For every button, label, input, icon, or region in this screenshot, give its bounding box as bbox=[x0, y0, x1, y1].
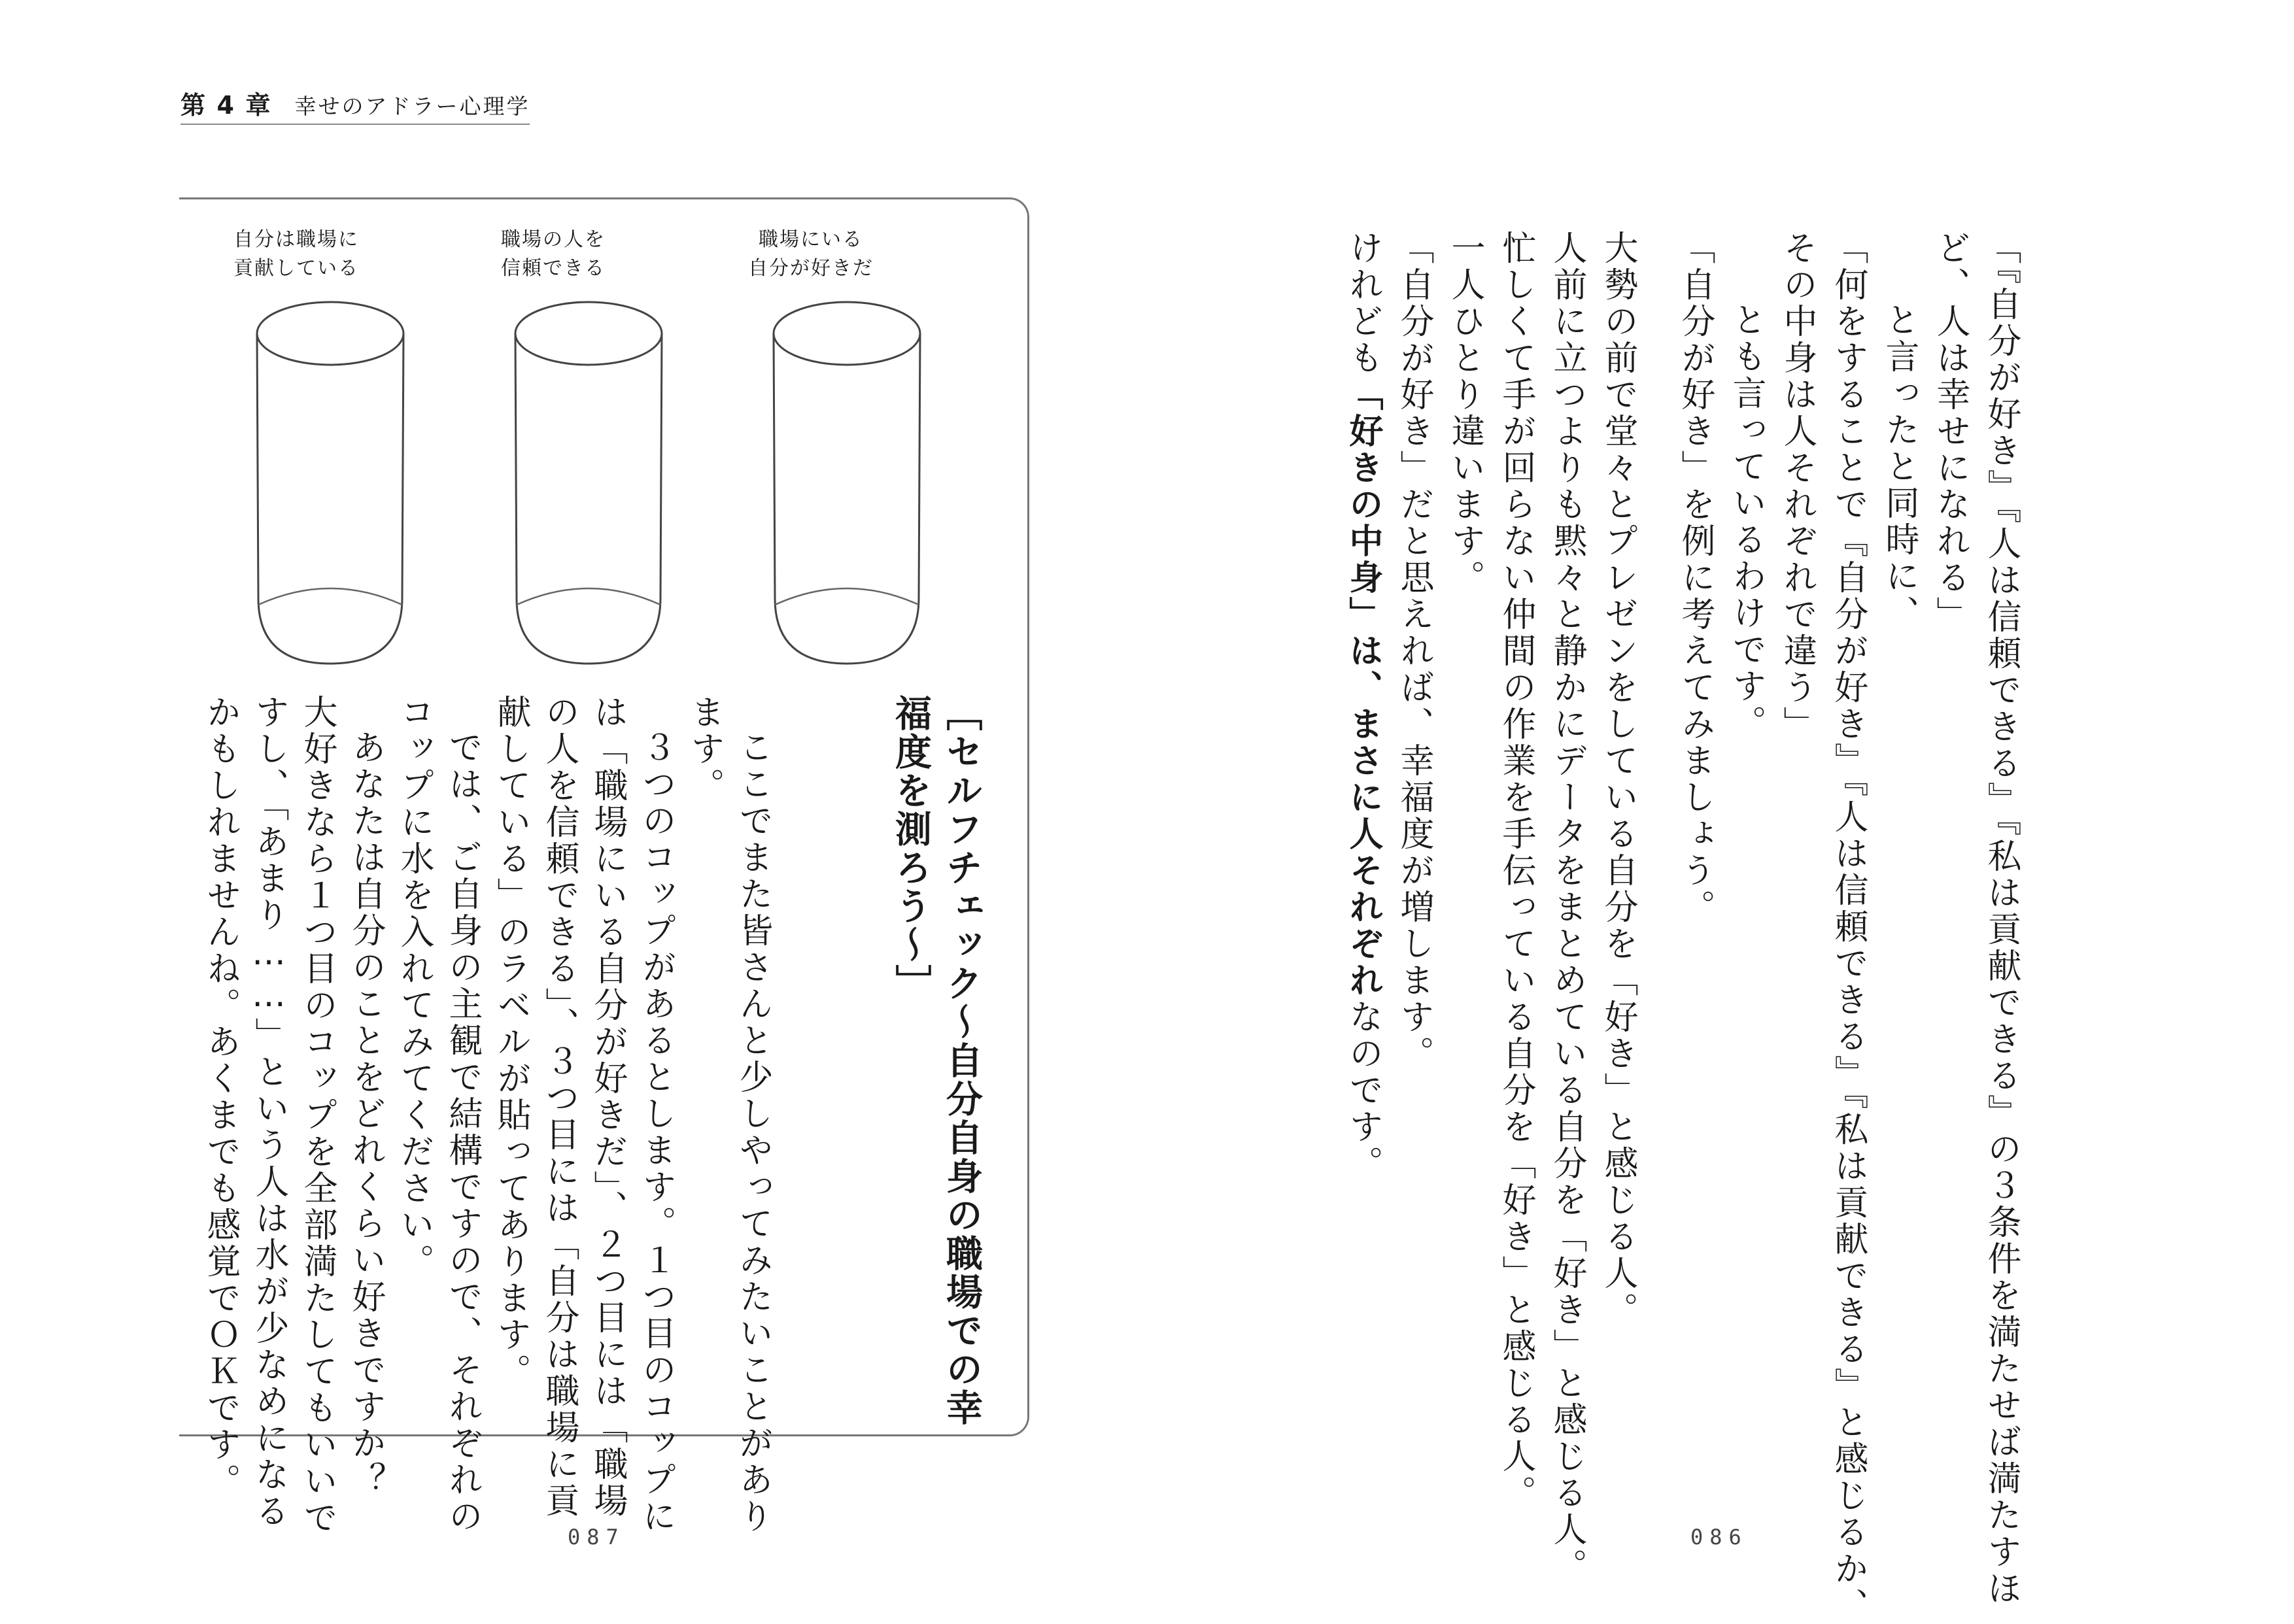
self-check-title: ［セルフチェック～自分自身の職場での幸 福度を測ろう～］ bbox=[889, 694, 983, 1427]
page-number-left: 087 bbox=[568, 1525, 625, 1549]
glass-label-self-like: 職場にいる 自分が好きだ bbox=[748, 228, 874, 280]
chapter-number: 第 4 章 bbox=[180, 91, 273, 120]
running-header bbox=[180, 85, 530, 125]
glass-illustration-2 bbox=[510, 297, 667, 670]
right-page-body: 「『自分が好き』『人は信頼できる』『私は貢献できる』の３条件を満たせば満たすほ ど、人は幸せになれる」 と言ったと同時に、 「何をすることで『自分が好き』『人は信頼できる』『私は貢献できる』と感じるか、 その中身は人それぞれで違う」 とも言っているわけです。 「自分が好き」を例に考えてみましょう。 大勢の前で堂々とプレゼンをしている自分を「好き」と感じる人。 人前に立つよりも黙々と静かにデータをまとめている自分を「好き」と感じる人。 忙しくて手が回らない仲間の作業を手伝っている自分を「好き」と感じる人。 一人ひとり違います。 「自分が好き」だと思えれば、幸福度が増します。 けれども「好きの中身」は、まさに人それぞれなのです。 bbox=[1337, 230, 2027, 1624]
chapter-title: 幸せのアドラー心理学 bbox=[294, 93, 530, 119]
glass-illustration-3 bbox=[768, 297, 925, 670]
left-page-body: ここでまた皆さんと少しやってみたいことがあり ます。 ３つのコップがあるとします。１つ目のコップに は「職場にいる自分が好きだ」、２つ目には「職場 の人を信頼できる」、３つ目には「自分は職場に貢 献している」のラベルが貼ってあります。 では、ご自身の主観で結構ですので、それぞれの コップに水を入れてみてください。 あなたは自分のことをどれくらい好きですか？ 大好きなら１つ目のコップを全部満たしてもいいで すし、「あまり……」という人は水が少なめになる かもしれませんね。あくまでも感覚でＯＫです。 bbox=[201, 694, 772, 1536]
page-number-right: 086 bbox=[1690, 1525, 1748, 1549]
glass-label-contribution: 自分は職場に 貢献している bbox=[233, 228, 359, 280]
glass-illustration-1 bbox=[252, 297, 409, 670]
glass-label-trust: 職場の人を 信頼できる bbox=[501, 228, 606, 280]
conclusion-line: けれども「好きの中身」は、まさに人それぞれなのです。 bbox=[1343, 230, 1382, 1182]
